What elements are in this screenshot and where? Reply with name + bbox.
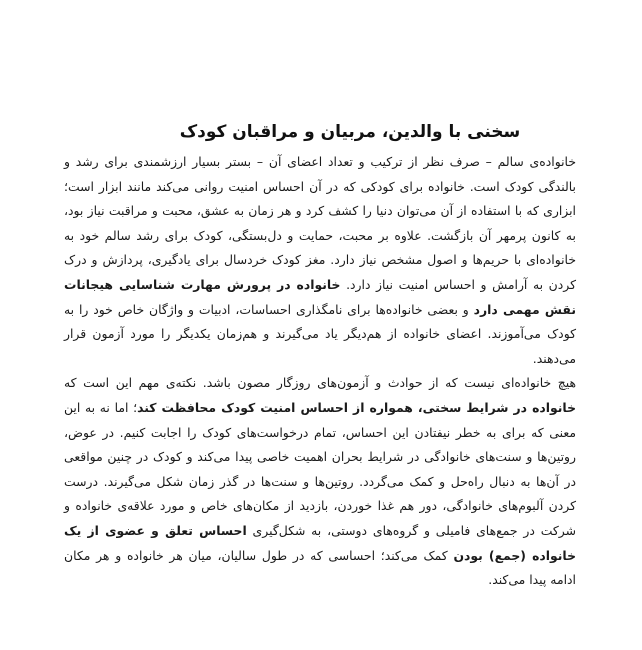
paragraph-2-bold-2: احساس تعلق و عضوی از یک خانواده (جمع) بودن (64, 522, 576, 563)
paragraph-1 (64, 150, 576, 371)
body-text (64, 150, 576, 593)
paragraph-2-bold-1: خانواده در شرایط سختی، همواره از احساس امنیت کودک محافظت کند (137, 399, 577, 415)
paragraph-1-text-2: و بعضی خانواده‌ها برای نامگذاری احساسات، ادبیات و واژگان خاص خود را به کودک می‌آموزند. اعضای خانواده از هم‌دیگر یاد می‌گیرند و هم‌زمان یکدیگر را مورد آزمون قرار می‌دهند. (64, 301, 576, 366)
paragraph-1-bold-1: خانواده در پرورش مهارت شناسایی هیجانات نقش مهمی دارد (64, 276, 576, 317)
page-title: سخنی با والدین، مربیان و مراقبان کودک (179, 122, 521, 142)
paragraph-2-text-3: کمک می‌کند؛ احساسی که در طول سالیان، میان هر خانواده و هر مکان ادامه پیدا می‌کند. (64, 547, 576, 588)
paragraph-2 (64, 371, 576, 592)
paragraph-2-text-1: هیچ خانواده‌ای نیست که از حوادث و آزمون‌های روزگار مصون باشد. نکته‌ی مهم این است که (64, 375, 576, 391)
paragraph-2-text-2: ؛ اما نه به این معنی که برای به خطر نیفتادن این احساس، تمام درخواست‌های کودک را اجابت کنیم. در عوض، روتین‌ها و سنت‌های خانوادگی در شرایط بحران اهمیت خاصی پیدا می‌کند و کودک در چنین مواقعی در آن‌ها به دنبال راه‌حل و کمک می‌گردد. روتین‌ها و سنت‌ها در گذر زمان شکل می‌گیرند. درست کردن آلبوم‌های خانوادگی، دور هم غذا خوردن، بازدید از مکان‌های خاص و مورد علاقه‌ی خانواده و شرکت در جمع‌های فامیلی و گروه‌های دوستی، به شکل‌گیری (64, 399, 576, 538)
paragraph-1-text-1: خانواده‌ی سالم – صرف نظر از ترکیب و تعداد اعضای آن – بستر بسیار ارزشمندی برای رشد و بالندگی کودک است. خانواده برای کودکی که در آن احساس امنیت روانی می‌کند مانند ابزار است؛ ابزاری که با استفاده از آن می‌توان دنیا را کشف کرد و هر زمان به عشق، محبت و مراقبت نیاز بود، به کانون پرمهر آن بازگشت. علاوه بر محبت، حمایت و دل‌بستگی، کودک برای رشد سالم خود به خانواده‌ای با حریم‌ها و اصول مشخص نیاز دارد. مغز کودک خردسال برای یادگیری، پردازش و درک کردن به آرامش و احساس امنیت نیاز دارد. (64, 154, 576, 292)
